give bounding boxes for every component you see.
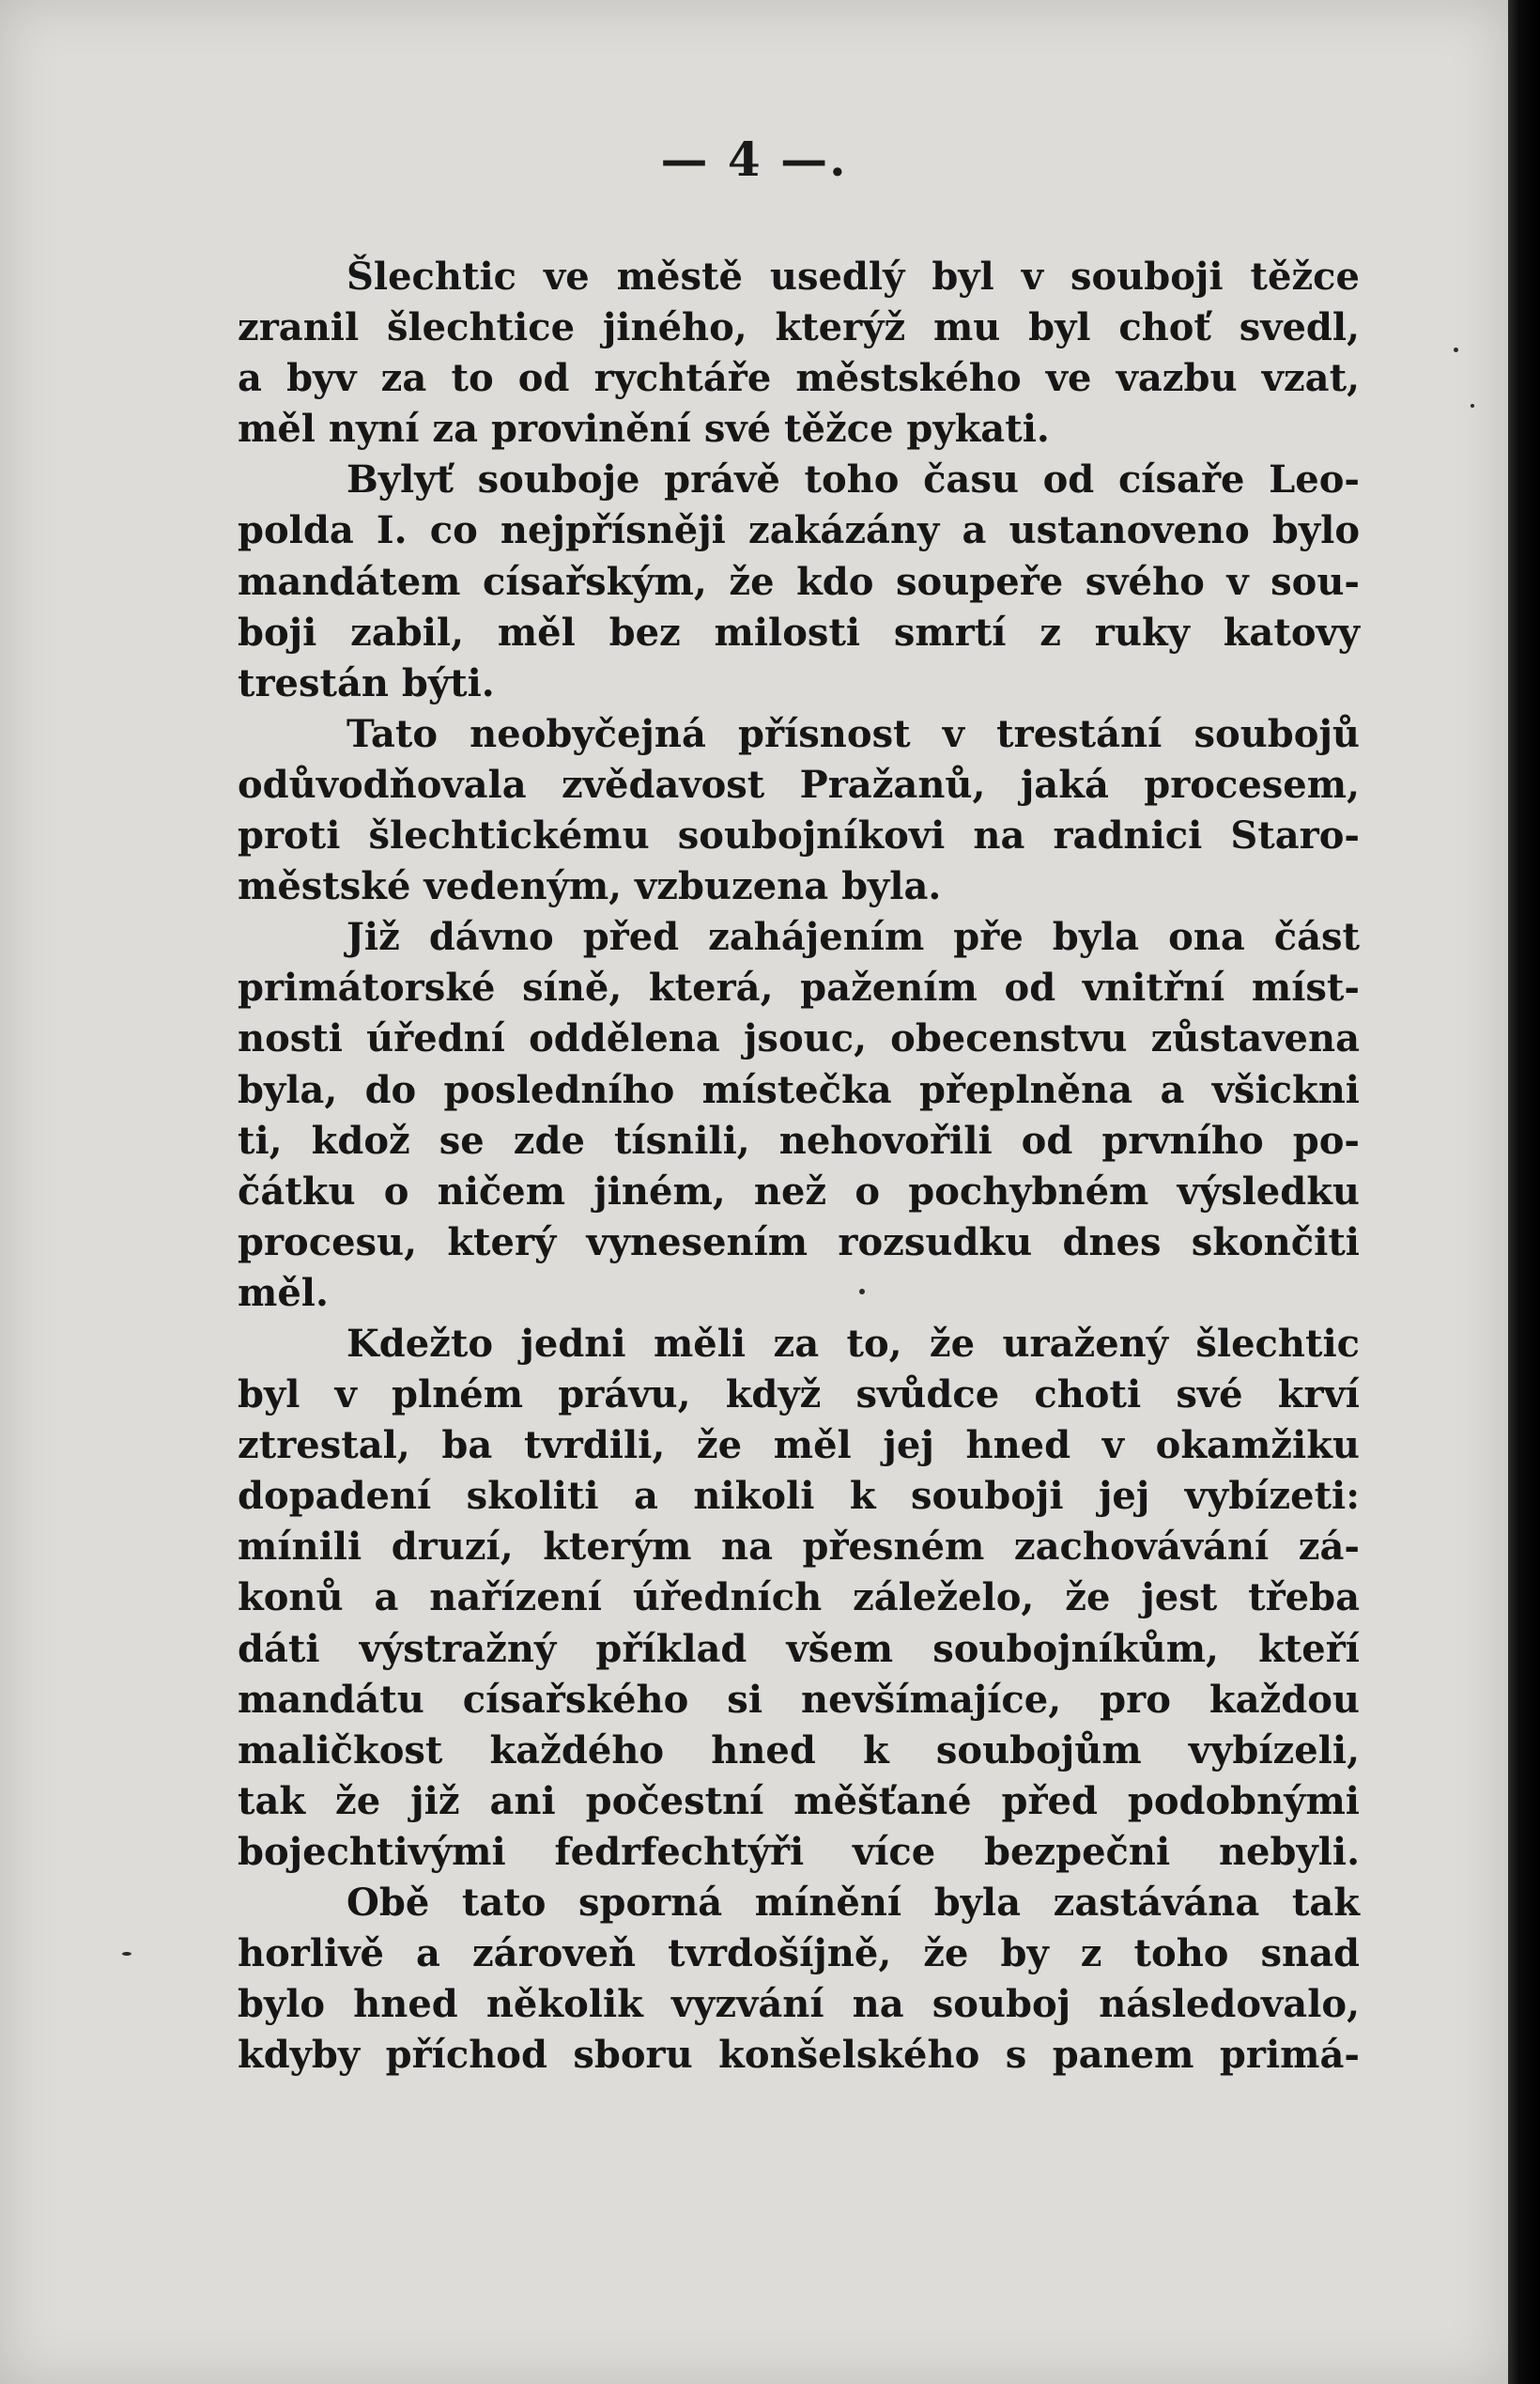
text-line: Již dávno před zahájením pře byla ona část <box>346 915 1360 960</box>
text-line: horlivě a zároveň tvrdošíjně, že by z toho snad <box>238 1931 1360 1976</box>
text-line: měl. <box>238 1270 329 1315</box>
text-line: kdyby příchod sboru konšelského s panem primá- <box>238 2033 1360 2078</box>
text-line: mínili druzí, kterým na přesném zachovávání zá- <box>238 1525 1360 1570</box>
text-line: Bylyť souboje právě toho času od císaře Leo- <box>346 457 1360 503</box>
text-line: zranil šlechtice jiného, kterýž mu byl choť svedl, <box>238 305 1360 350</box>
page-number: — 4 —. <box>660 132 848 187</box>
text-line: dopadení skoliti a nikoli k souboji jej vybízeti: <box>238 1474 1360 1519</box>
text-line: tak že již ani počestní měšťané před podobnými <box>238 1778 1360 1823</box>
text-line: bojechtivými fedrfechtýři více bezpečni nebyli. <box>238 1829 1360 1874</box>
text-line: trestán býti. <box>238 660 495 705</box>
text-line: městské vedeným, vzbuzena byla. <box>238 864 942 909</box>
text-line: Šlechtic ve městě usedlý byl v souboji těžce <box>346 255 1360 299</box>
page-edge-shadow <box>1508 0 1540 2384</box>
text-line: konů a nařízení úředních záleželo, že jest třeba <box>238 1575 1360 1620</box>
text-line: primátorské síně, která, pažením od vnitřní míst- <box>238 966 1360 1011</box>
text-line: procesu, který vynesením rozsudku dnes skončiti <box>238 1219 1360 1264</box>
body-text <box>238 252 1360 2081</box>
ink-speck <box>1454 348 1458 352</box>
ink-speck <box>1471 404 1474 408</box>
text-line: ti, kdož se zde tísnili, nehovořili od prvního po- <box>238 1118 1360 1163</box>
text-line: dáti výstražný příklad všem soubojníkům, kteří <box>238 1626 1360 1671</box>
text-line: a byv za to od rychtáře městského ve vazbu vzat, <box>238 356 1360 401</box>
text-line: čátku o ničem jiném, než o pochybném výsledku <box>238 1169 1360 1214</box>
text-line: bylo hned několik vyzvání na souboj následovalo, <box>238 1982 1360 2027</box>
text-line: odůvodňovala zvědavost Pražanů, jaká procesem, <box>238 762 1360 807</box>
text-line: mandátem císařským, že kdo soupeře svého v sou- <box>238 559 1360 604</box>
text-line: ztrestal, ba tvrdili, že měl jej hned v okamžiku <box>238 1423 1360 1468</box>
text-line: Tato neobyčejná přísnost v trestání soubojů <box>346 711 1360 756</box>
text-line: Kdežto jedni měli za to, že uražený šlechtic <box>346 1321 1360 1366</box>
text-line: nosti úřední oddělena jsouc, obecenstvu zůstavena <box>238 1016 1360 1061</box>
ink-speck <box>122 1952 131 1956</box>
text-line: maličkost každého hned k soubojům vybízeli, <box>238 1727 1360 1773</box>
text-line: mandátu císařského si nevšímajíce, pro každou <box>238 1677 1360 1722</box>
text-line: byla, do posledního místečka přeplněna a všickni <box>238 1067 1360 1112</box>
text-line: boji zabil, měl bez milosti smrtí z ruky katovy <box>238 610 1360 655</box>
ink-speck <box>859 1289 865 1294</box>
text-line: polda I. co nejpřísněji zakázány a ustanoveno bylo <box>238 508 1360 553</box>
text-line: Obě tato sporná mínění byla zastávána tak <box>346 1881 1360 1925</box>
text-line: byl v plném právu, když svůdce choti své krví <box>238 1372 1360 1417</box>
text-line: měl nyní za provinění své těžce pykati. <box>238 407 1050 452</box>
text-line: proti šlechtickému soubojníkovi na radnici Staro- <box>238 813 1360 859</box>
